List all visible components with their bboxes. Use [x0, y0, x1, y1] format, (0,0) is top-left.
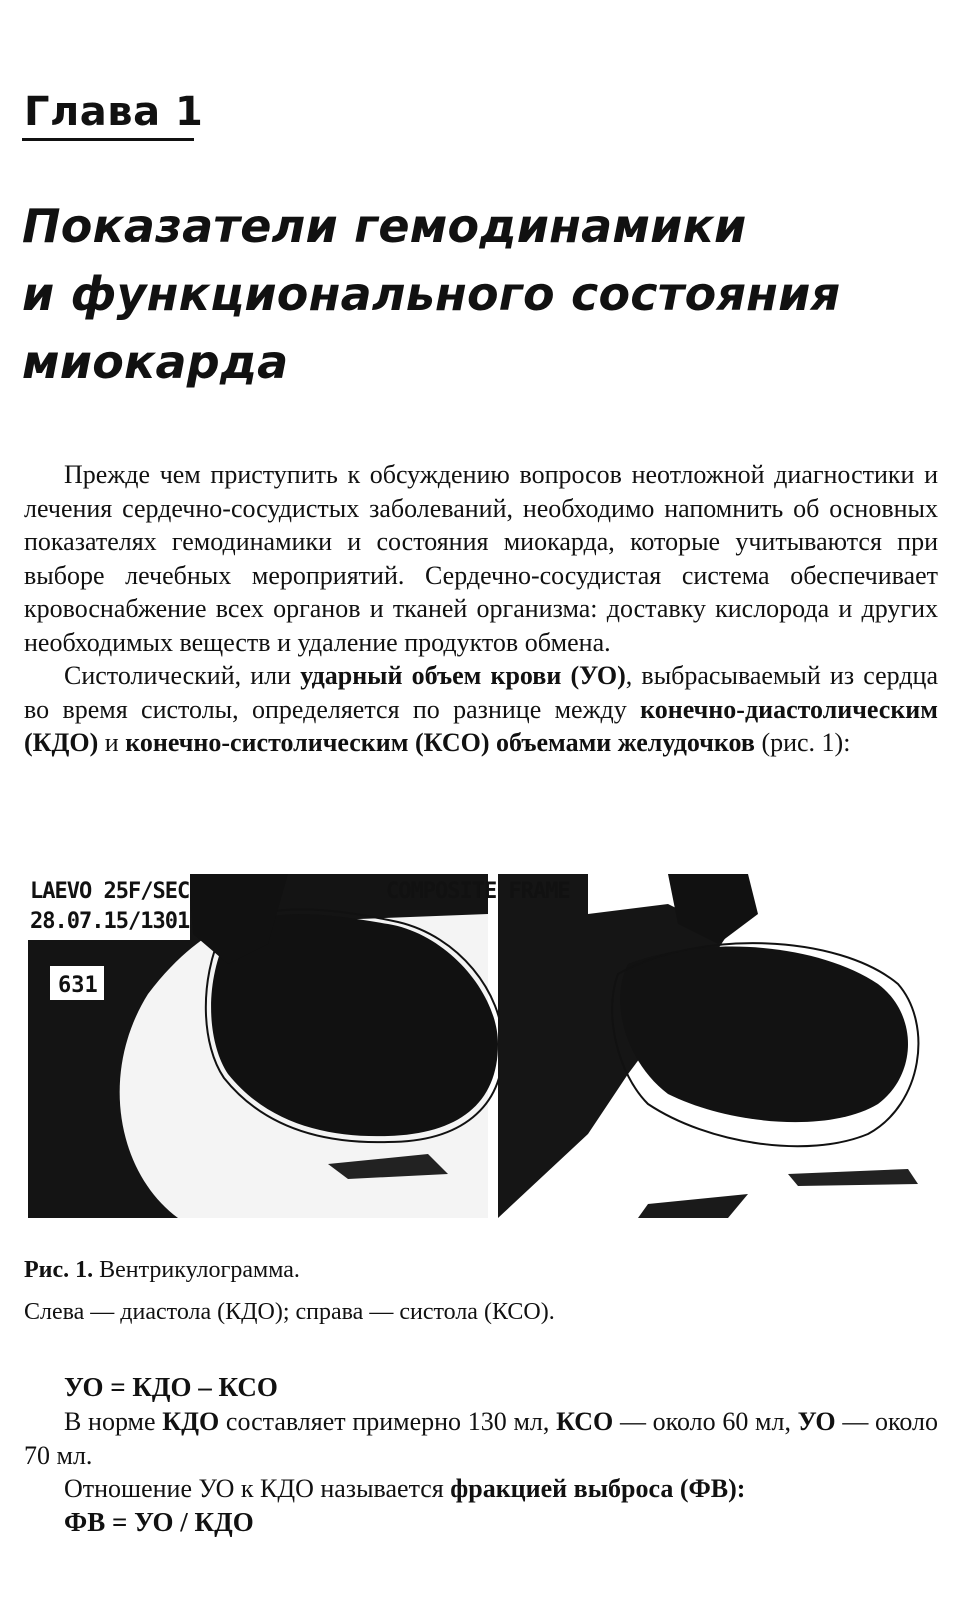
ratio-text-1: Отношение УО к КДО называется: [64, 1474, 451, 1503]
caption-text: Вентрикулограмма.: [93, 1257, 300, 1283]
body-text-top: [24, 458, 938, 760]
figure-caption: [24, 1254, 944, 1328]
systolic-text-3: и: [98, 728, 126, 757]
formula-ejection-fraction: ФВ = УО / КДО: [64, 1507, 254, 1537]
title-line-3: миокарда: [22, 335, 289, 389]
chapter-underline: [22, 138, 194, 141]
caption-label: Рис. 1.: [24, 1257, 94, 1283]
ratio-bold-1: фракцией выброса (ФВ):: [450, 1474, 746, 1503]
norm-text-2: составляет примерно 130 мл,: [219, 1407, 557, 1436]
chapter-title: [22, 192, 952, 396]
ratio-paragraph: [24, 1472, 938, 1506]
norm-text-1: В норме: [64, 1407, 163, 1436]
chapter-heading: Глава 1: [24, 89, 204, 135]
caption-note: Слева — диастола (КДО); справа — систола (КСО).: [24, 1299, 555, 1325]
systolic-text-4: (рис. 1):: [754, 728, 851, 757]
systolic-text-1: Систолический, или: [64, 661, 301, 690]
systolic-paragraph: [24, 659, 938, 760]
systolic-bold-2: конечно-диастолическим (КДО): [24, 694, 938, 757]
overlay-frame-number: 631: [58, 973, 98, 998]
body-text-bottom: [24, 1405, 938, 1506]
overlay-composite-frame: COMPOSITE FRAME: [386, 879, 570, 904]
systolic-bold-3: конечно-систолическим (КСО) объемами желудочков: [125, 728, 755, 757]
norm-paragraph: [24, 1405, 938, 1472]
norm-text-3: — около 60 мл,: [613, 1407, 798, 1436]
overlay-line-2: 28.07.15/1301: [30, 909, 190, 934]
norm-bold-2: КСО: [556, 1407, 614, 1436]
norm-text-4: — около 70 мл.: [24, 1407, 938, 1470]
title-line-1: Показатели гемодинамики: [22, 199, 747, 253]
norm-bold-1: КДО: [162, 1407, 220, 1436]
systolic-text-2: , выбрасываемый из сердца во время систолы, определяется по разнице между: [24, 661, 938, 724]
title-line-2: и функционального состояния: [22, 267, 841, 321]
systolic-bold-1: ударный объем крови (УО): [300, 661, 626, 690]
intro-paragraph: Прежде чем приступить к обсуждению вопросов неотложной диагностики и лечения сердечно-сосудистых заболеваний, необходимо напомнить об основных показателях гемодинамики и состояния миокарда, которые учитываются при выборе лечебных мероприятий. Сердечно-сосудистая система обеспечивает кровоснабжение всех органов и тканей организма: доставку кислорода и других необходимых веществ и удаление продуктов обмена.: [24, 460, 938, 657]
ventriculogram-image: [28, 874, 932, 1218]
caption-title: [24, 1254, 944, 1286]
ventriculogram-figure: [28, 874, 932, 1218]
norm-bold-3: УО: [797, 1407, 836, 1436]
overlay-line-1: LAEVO 25F/SEC: [30, 879, 190, 904]
formula-stroke-volume: УО = КДО – КСО: [64, 1372, 278, 1402]
